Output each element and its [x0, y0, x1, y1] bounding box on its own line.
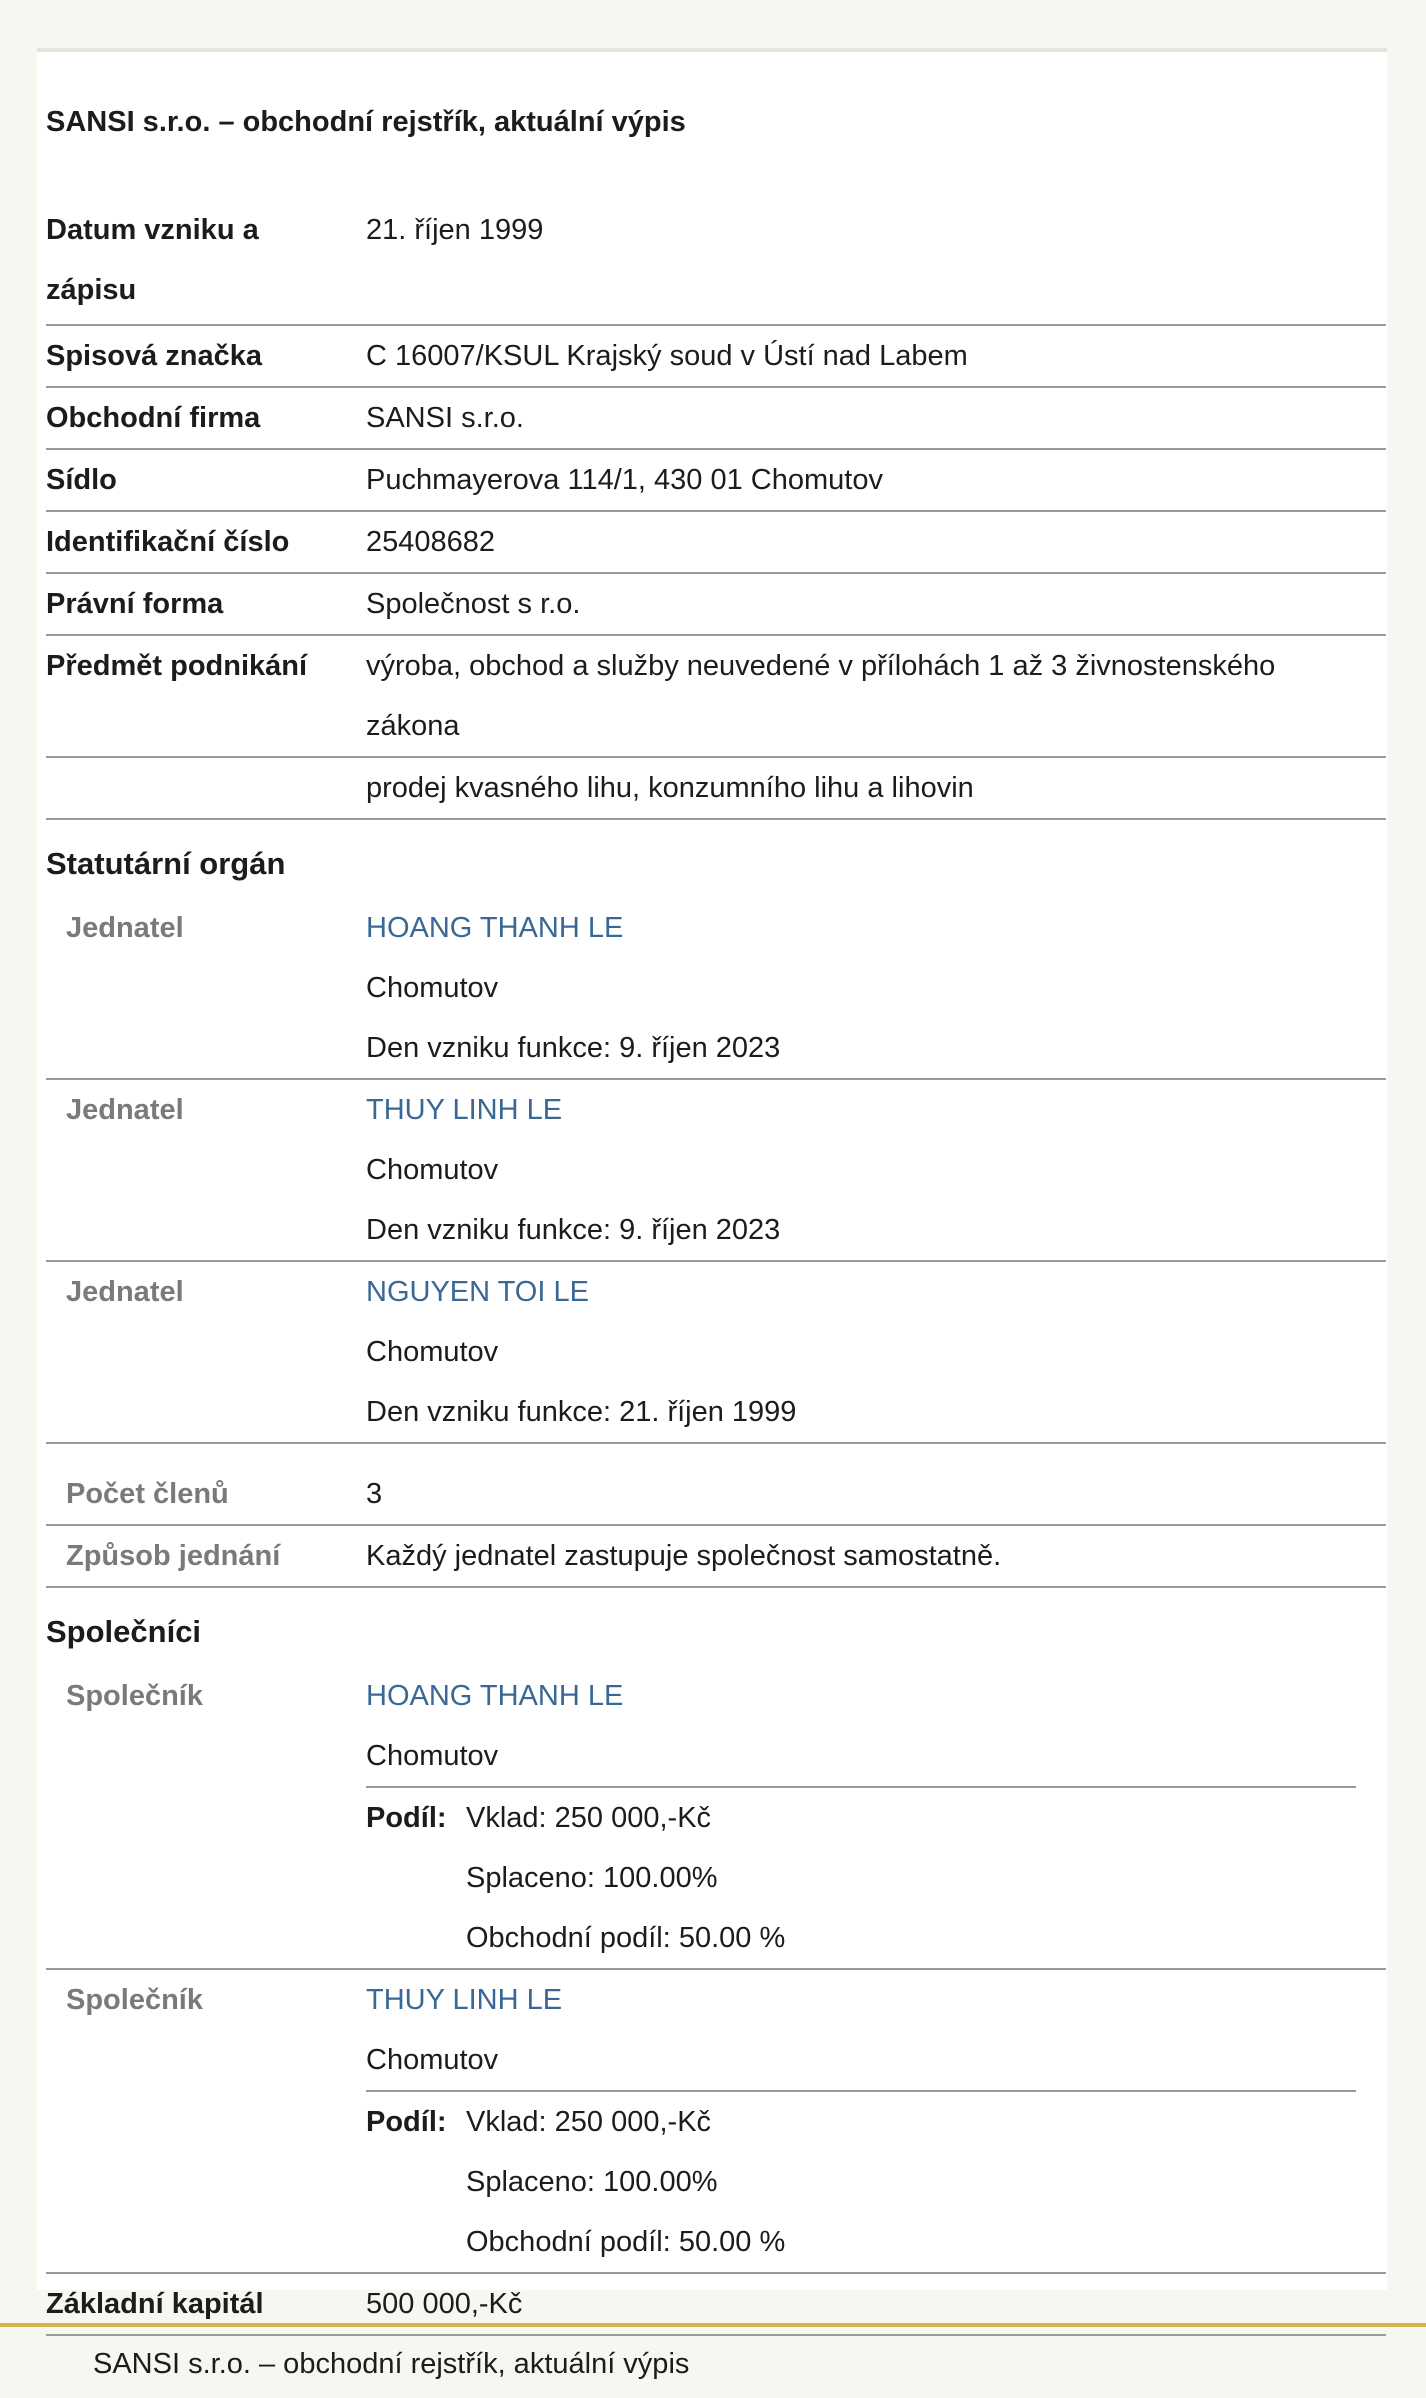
jednatel-city: Chomutov: [366, 1154, 499, 1186]
firma-value: SANSI s.r.o.: [366, 402, 524, 434]
row-firma: [46, 388, 1386, 450]
jednatel-role: Jednatel: [66, 1094, 184, 1126]
row-datum: [46, 200, 1386, 326]
spolecnik-role: Společník: [66, 1984, 203, 2016]
sidlo-value: Puchmayerova 114/1, 430 01 Chomutov: [366, 464, 883, 496]
statutarni-title: Statutární orgán: [46, 846, 286, 881]
footer-divider: [0, 2323, 1426, 2327]
podil-vklad: Vklad: 250 000,-Kč: [466, 1802, 712, 1834]
firma-label: Obchodní firma: [46, 402, 261, 434]
extract-card: [37, 48, 1387, 2320]
jednatel-row: [46, 898, 1386, 1080]
spolecnik-name[interactable]: THUY LINH LE: [366, 1984, 563, 2016]
jednatel-name[interactable]: NGUYEN TOI LE: [366, 1276, 589, 1308]
row-forma: [46, 574, 1386, 636]
spisova-label: Spisová značka: [46, 340, 262, 372]
spisova-value: C 16007/KSUL Krajský soud v Ústí nad Labem: [366, 340, 968, 372]
footer-title: SANSI s.r.o. – obchodní rejstřík, aktuální výpis: [93, 2348, 690, 2380]
podil-splaceno: Splaceno: 100.00%: [466, 2166, 718, 2198]
predmet-value-1: výroba, obchod a služby neuvedené v přílohách 1 až 3 živnostenského zákona: [366, 650, 1276, 742]
row-sidlo: [46, 450, 1386, 512]
spolecnik-row: [46, 1666, 1386, 1970]
row-ico: [46, 512, 1386, 574]
spolecnik-role: Společník: [66, 1680, 203, 1712]
row-zpusob-jednani: [46, 1526, 1386, 1588]
spolecnik-city: Chomutov: [366, 1740, 499, 1772]
ico-label: Identifikační číslo: [46, 526, 290, 558]
jednatel-row: [46, 1080, 1386, 1262]
row-spisova: [46, 326, 1386, 388]
jednatel-since: Den vzniku funkce: 9. říjen 2023: [366, 1032, 781, 1064]
spolecnik-row: [46, 1970, 1386, 2274]
podil-obchodni: Obchodní podíl: 50.00 %: [466, 1922, 786, 1954]
jednatel-role: Jednatel: [66, 912, 184, 944]
jednatel-city: Chomutov: [366, 1336, 499, 1368]
kapital-label: Základní kapitál: [46, 2288, 264, 2320]
podil-splaceno: Splaceno: 100.00%: [466, 1862, 718, 1894]
ico-value: 25408682: [366, 526, 496, 558]
jednatel-row: [46, 1262, 1386, 1444]
podil-label: Podíl:: [366, 2106, 447, 2138]
sidlo-label: Sídlo: [46, 464, 117, 496]
spolecnik-city: Chomutov: [366, 2044, 499, 2076]
podil-vklad: Vklad: 250 000,-Kč: [466, 2106, 712, 2138]
row-pocet-clenu: [46, 1464, 1386, 1526]
forma-value: Společnost s r.o.: [366, 588, 581, 620]
kapital-value: 500 000,-Kč: [366, 2288, 523, 2320]
jednatel-name[interactable]: HOANG THANH LE: [366, 912, 624, 944]
row-predmet-1: [46, 636, 1386, 758]
jednatel-since: Den vzniku funkce: 21. říjen 1999: [366, 1396, 797, 1428]
podil-obchodni: Obchodní podíl: 50.00 %: [466, 2226, 786, 2258]
datum-label: Datum vzniku a zápisu: [46, 214, 259, 306]
pocet-label: Počet členů: [66, 1478, 229, 1510]
jednatel-role: Jednatel: [66, 1276, 184, 1308]
row-predmet-2: [46, 758, 1386, 820]
podil-label: Podíl:: [366, 1802, 447, 1834]
spolecnici-title: Společníci: [46, 1614, 202, 1649]
zpusob-label: Způsob jednání: [66, 1540, 281, 1572]
predmet-value-2: prodej kvasného lihu, konzumního lihu a lihovin: [366, 772, 974, 804]
jednatel-city: Chomutov: [366, 972, 499, 1004]
page-title: SANSI s.r.o. – obchodní rejstřík, aktuální výpis: [46, 106, 686, 138]
zpusob-value: Každý jednatel zastupuje společnost samostatně.: [366, 1540, 1002, 1572]
datum-value: 21. říjen 1999: [366, 214, 544, 246]
spolecnik-name[interactable]: HOANG THANH LE: [366, 1680, 624, 1712]
jednatel-name[interactable]: THUY LINH LE: [366, 1094, 563, 1126]
forma-label: Právní forma: [46, 588, 224, 620]
predmet-label: Předmět podnikání: [46, 650, 308, 682]
pocet-value: 3: [366, 1478, 383, 1510]
jednatel-since: Den vzniku funkce: 9. říjen 2023: [366, 1214, 781, 1246]
